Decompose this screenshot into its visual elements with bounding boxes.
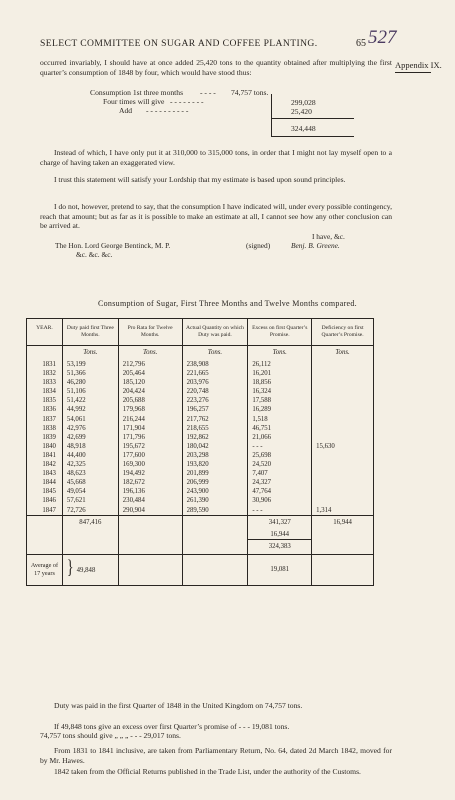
table-cell: 1847 [27, 506, 63, 516]
appendix-rule [395, 72, 431, 73]
table-cell: 201,899 [182, 469, 248, 478]
calc-total: 324,448 [291, 124, 316, 133]
table-cell: 205,464 [118, 369, 182, 378]
table-cell: 195,672 [118, 442, 182, 451]
totals-row [27, 515, 374, 530]
table-cell: 196,136 [118, 487, 182, 496]
calc-row3-value: 25,420 [291, 107, 312, 116]
page-header-title: SELECT COMMITTEE ON SUGAR AND COFFEE PLANTING. [40, 38, 318, 49]
totals-cell [62, 539, 118, 554]
calc-row1-dashes: - - - - [200, 88, 216, 97]
totals-less-row [27, 530, 374, 540]
calc-row2-dashes: - - - - - - - - [170, 97, 204, 106]
col-header-actual-quantity: Actual Quantity on which Duty was paid. [182, 319, 248, 346]
table-cell: 1837 [27, 415, 63, 424]
net-excess-row [27, 539, 374, 554]
totals-cell [182, 530, 248, 540]
totals-cell: 847,416 [62, 515, 118, 530]
totals-cell [27, 515, 63, 530]
table-cell: 230,484 [118, 496, 182, 505]
totals-cell [182, 539, 248, 554]
table-row [27, 360, 374, 369]
table-cell: 44,992 [62, 405, 118, 414]
table-cell: 221,665 [182, 369, 248, 378]
table-cell: 1835 [27, 396, 63, 405]
table-row [27, 405, 374, 414]
footnote-sources-1842: 1842 taken from the Official Returns published in the Trade List, under the authority of the Customs. [54, 767, 361, 776]
table-cell: 26,112 [248, 360, 312, 369]
calc-row3-label: Add [119, 106, 133, 115]
table-cell: 1839 [27, 433, 63, 442]
totals-cell [118, 539, 182, 554]
totals-cell [312, 539, 374, 554]
table-row [27, 451, 374, 460]
table-cell: 290,904 [118, 506, 182, 516]
table-row [27, 369, 374, 378]
signature-signed: (signed) [246, 241, 271, 250]
table-cell: 54,061 [62, 415, 118, 424]
signature-closing: I have, &c. [312, 232, 345, 241]
table-cell: 53,199 [62, 360, 118, 369]
units-cell: Tons. [182, 346, 248, 361]
table-row [27, 424, 374, 433]
table-cell: 18,856 [248, 378, 312, 387]
table-cell: 46,280 [62, 378, 118, 387]
table-row [27, 396, 374, 405]
table-cell: 185,120 [118, 378, 182, 387]
col-header-pro-rata: Pro Rata for Twelve Months. [118, 319, 182, 346]
table-cell: 47,764 [248, 487, 312, 496]
average-excess-cell: 19,081 [248, 554, 312, 585]
col-header-duty-paid: Duty paid first Three Months. [62, 319, 118, 346]
table-cell: 182,672 [118, 478, 182, 487]
table-row [27, 478, 374, 487]
table-cell: 24,520 [248, 460, 312, 469]
table-cell: 30,906 [248, 496, 312, 505]
calc-sum-rule [271, 118, 354, 119]
table-title: Consumption of Sugar, First Three Months and Twelve Months compared. [98, 299, 357, 308]
paragraph-pretend: I do not, however, pretend to say, that the consumption I have indicated will, under every possible contingency, reach that amount; but as far as it is possible to make an estimate at all, I cannot see how any other conclusion can be arrived at. [40, 202, 392, 231]
table-cell: 51,366 [62, 369, 118, 378]
footnote-excess-a: If 49,848 tons give an excess over first Quarter’s promise of - - - 19,081 tons. [54, 722, 290, 731]
intro-paragraph: occurred invariably, I should have at once added 25,420 tons to the quantity obtained after multiplying the first quarter’s consumption of 1848 by four, which would have stood thus: [40, 58, 392, 77]
table-row [27, 460, 374, 469]
table-cell: 48,918 [62, 442, 118, 451]
table-cell: 192,862 [182, 433, 248, 442]
calc-row2-label: Four times will give [103, 97, 165, 106]
table-cell: 24,327 [248, 478, 312, 487]
table-cell: 1833 [27, 378, 63, 387]
table-cell: 7,407 [248, 469, 312, 478]
table-cell: 1,518 [248, 415, 312, 424]
table-cell: 44,400 [62, 451, 118, 460]
table-cell: 15,630 [312, 442, 374, 451]
units-row [27, 346, 374, 361]
table-row [27, 415, 374, 424]
footnote-duty-paid: Duty was paid in the first Quarter of 1848 in the United Kingdom on 74,757 tons. [54, 701, 303, 710]
table-cell: 72,726 [62, 506, 118, 516]
table-cell [312, 424, 374, 433]
totals-cell [118, 554, 182, 585]
average-row [27, 554, 374, 585]
table-cell: 1842 [27, 460, 63, 469]
table-cell: 193,820 [182, 460, 248, 469]
table-cell: 243,900 [182, 487, 248, 496]
table-cell: 217,762 [182, 415, 248, 424]
table-cell: 42,976 [62, 424, 118, 433]
table-cell [312, 451, 374, 460]
signature-name: Benj. B. Greene. [291, 241, 340, 250]
handwritten-folio-number: 527 [368, 27, 397, 48]
totals-cell [312, 530, 374, 540]
footnote-excess-b: 74,757 tons should give „ „ „ - - - 29,017 tons. [40, 731, 181, 740]
table-cell: 17,588 [248, 396, 312, 405]
table-cell [312, 360, 374, 369]
sugar-consumption-table [26, 318, 374, 586]
table-row [27, 496, 374, 505]
totals-cell: 341,327 [248, 515, 312, 530]
totals-cell [27, 539, 63, 554]
table-cell: 42,699 [62, 433, 118, 442]
table-cell: 1841 [27, 451, 63, 460]
table-cell: 49,054 [62, 487, 118, 496]
table-cell [312, 396, 374, 405]
table-cell: 1843 [27, 469, 63, 478]
calc-row1-value: 74,757 tons. [231, 88, 269, 97]
table-cell [312, 433, 374, 442]
table-cell: 212,796 [118, 360, 182, 369]
table-cell: 238,908 [182, 360, 248, 369]
table-header-row [27, 319, 374, 346]
table-cell: 196,257 [182, 405, 248, 414]
table-cell [312, 405, 374, 414]
footnote-sources-1831: From 1831 to 1841 inclusive, are taken from Parliamentary Return, No. 64, dated 2d March 1842, moved for by Mr. Hawes. [40, 746, 392, 765]
table-cell: 179,968 [118, 405, 182, 414]
page-number: 65 [356, 38, 366, 49]
appendix-label: Appendix IX. [395, 60, 442, 70]
table-row [27, 487, 374, 496]
table-row [27, 469, 374, 478]
table-cell: 1845 [27, 487, 63, 496]
totals-cell [182, 554, 248, 585]
col-header-year: YEAR. [27, 319, 63, 346]
table-cell: 220,748 [182, 387, 248, 396]
table-cell: 180,042 [182, 442, 248, 451]
table-cell: 16,324 [248, 387, 312, 396]
table-row [27, 387, 374, 396]
table-cell: 194,492 [118, 469, 182, 478]
signature-addressee: The Hon. Lord George Bentinck, M. P. [55, 241, 171, 250]
paragraph-instead: Instead of which, I have only put it at 310,000 to 315,000 tons, in order that I might not lay myself open to a charge of having taken an exaggerated view. [40, 148, 392, 167]
table-cell [312, 369, 374, 378]
table-cell: 51,422 [62, 396, 118, 405]
table-cell [312, 387, 374, 396]
table-cell: 57,621 [62, 496, 118, 505]
signature-etc: &c. &c. &c. [76, 250, 113, 259]
col-header-deficiency: Deficiency on first Quarter’s Promise. [312, 319, 374, 346]
table-cell [312, 469, 374, 478]
table-cell: 216,244 [118, 415, 182, 424]
table-cell: 177,600 [118, 451, 182, 460]
table-cell: 171,796 [118, 433, 182, 442]
table-cell: 203,976 [182, 378, 248, 387]
table-row [27, 506, 374, 516]
table-cell [312, 415, 374, 424]
table-cell: 205,688 [118, 396, 182, 405]
table-cell: 171,904 [118, 424, 182, 433]
table-cell: 46,751 [248, 424, 312, 433]
table-cell: 289,590 [182, 506, 248, 516]
table-cell: 1840 [27, 442, 63, 451]
table-row [27, 442, 374, 451]
table-cell: 218,655 [182, 424, 248, 433]
col-header-excess: Excess on first Quarter’s Promise. [248, 319, 312, 346]
table-cell: 45,668 [62, 478, 118, 487]
table-cell: 1838 [27, 424, 63, 433]
table-cell: 203,298 [182, 451, 248, 460]
table-cell: 204,424 [118, 387, 182, 396]
totals-cell [312, 554, 374, 585]
table-cell: 25,698 [248, 451, 312, 460]
table-cell: 1834 [27, 387, 63, 396]
totals-cell [62, 530, 118, 540]
table-row [27, 433, 374, 442]
table-cell: 21,066 [248, 433, 312, 442]
units-cell [27, 346, 63, 361]
totals-cell: 324,383 [248, 539, 312, 554]
table-cell: 1844 [27, 478, 63, 487]
totals-cell: 16,944 [312, 515, 374, 530]
units-cell: Tons. [312, 346, 374, 361]
totals-cell [182, 515, 248, 530]
totals-cell: 16,944 [248, 530, 312, 540]
table-cell: - - - [248, 506, 312, 516]
table-cell: 1836 [27, 405, 63, 414]
units-cell: Tons. [118, 346, 182, 361]
table-cell [312, 496, 374, 505]
table-cell: 261,390 [182, 496, 248, 505]
table-cell [312, 378, 374, 387]
calc-row3-dashes: - - - - - - - - - - [146, 106, 189, 115]
table-cell: 169,300 [118, 460, 182, 469]
table-cell: 16,201 [248, 369, 312, 378]
paragraph-trust: I trust this statement will satisfy your Lordship that my estimate is based upon sound principles. [54, 175, 346, 184]
table-cell [312, 460, 374, 469]
table-cell: 1846 [27, 496, 63, 505]
calc-total-rule [271, 136, 354, 137]
brace-symbol: } [66, 558, 74, 580]
calc-row1-label: Consumption 1st three months [90, 88, 184, 97]
average-duty-cell [62, 554, 118, 585]
table-cell [312, 487, 374, 496]
calc-row2-value: 299,028 [291, 98, 316, 107]
table-cell: 16,289 [248, 405, 312, 414]
table-cell: 42,325 [62, 460, 118, 469]
table-cell: 1831 [27, 360, 63, 369]
units-cell: Tons. [248, 346, 312, 361]
table-cell: 1,314 [312, 506, 374, 516]
table-cell: 1832 [27, 369, 63, 378]
table-cell: 206,999 [182, 478, 248, 487]
table-cell [312, 478, 374, 487]
units-cell: Tons. [62, 346, 118, 361]
table-cell: 48,623 [62, 469, 118, 478]
average-label-cell: Average of 17 years [27, 554, 63, 585]
average-duty-value: 49,848 [76, 567, 96, 575]
totals-cell [27, 530, 63, 540]
table-cell: - - - [248, 442, 312, 451]
table-cell: 223,276 [182, 396, 248, 405]
totals-cell [118, 530, 182, 540]
table-cell: 51,106 [62, 387, 118, 396]
table-row [27, 378, 374, 387]
totals-cell [118, 515, 182, 530]
